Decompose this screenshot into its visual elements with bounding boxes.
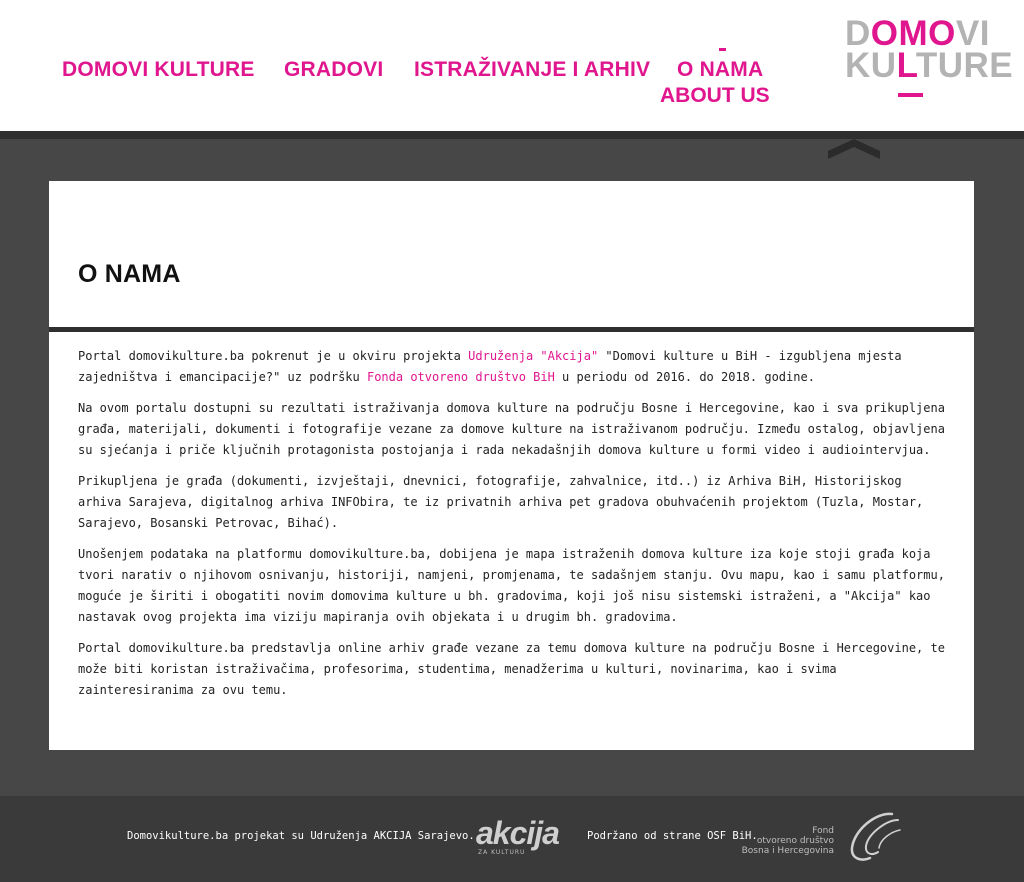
nav-about-us[interactable]: ABOUT US [660, 84, 770, 107]
nav-o-nama[interactable]: O NAMA [677, 58, 764, 81]
akcija-logo[interactable] [476, 817, 564, 857]
osf-logo-text: Fond otvoreno društvo Bosna i Hercegovina [741, 826, 834, 856]
chevron-up-icon [828, 139, 880, 159]
site-logo[interactable] [845, 14, 1014, 100]
content-card [49, 332, 974, 750]
paragraph-map: Unošenjem podataka na platformu domovikulture.ba, dobijena je mapa istraženih domova kulture iza koje stoji građa koja tvori narativ o njihovom osnivanju, historiji, namjeni, promjenama, te sadašnjem stanju. Ovu mapu, kao i samu platformu, moguće je širiti i obogatiti novim domovima kulture u bh. gradovima, koji još nisu sistemski istraženi, a "Akcija" kao nastavak ovog projekta ima viziju mapiranja ovih objekata i u drugim bh. gradovima. [78, 547, 945, 624]
osf-swirl-icon [846, 808, 904, 866]
active-nav-indicator [719, 48, 726, 51]
link-udruzenje-akcija[interactable]: Udruženja "Akcija" [468, 349, 599, 363]
logo-bar [898, 93, 923, 97]
paragraph-portal: Na ovom portalu dostupni su rezultati istraživanja domova kulture na području Bosne i Hercegovine, kao i sva prikupljena građa, materijali, dokumenti i fotografije vezane za domove kulture na istraživanom području. Između ostalog, objavljena su sjećanja i priče ključnih protagonista postojanja i rada nekadašnjih domova kulture u formi video i audiointervjua. [78, 401, 945, 457]
scroll-top-button[interactable] [828, 139, 880, 159]
paragraph-intro: Portal domovikulture.ba pokrenut je u okviru projekta Udruženja "Akcija" "Domovi kulture u BiH - izgubljena mjesta zajedništva i emancipacije?" uz podršku Fonda otvoreno društvo BiH u periodu od 2016. do 2018. godine. [78, 349, 902, 384]
paragraph-online-archive: Portal domovikulture.ba predstavlja online arhiv građe vezane za temu domova kulture na području Bosne i Hercegovine, te može biti koristan istraživačima, profesorima, studentima, menadžerima u kulturi, novinarima, kao i svima zainteresiranima za ovu temu. [78, 641, 945, 697]
site-footer [0, 796, 1024, 882]
osf-logo[interactable] [741, 826, 906, 868]
footer-project-text: Domovikulture.ba projekat su Udruženja AKCIJA Sarajevo. [127, 830, 475, 842]
paragraph-archives: Prikupljena je građa (dokumenti, izvještaji, dnevnici, fotografije, zahvalnice, itd..) iz Arhiva BiH, Historijskog arhiva Sarajeva, digitalnog arhiva INFObira, te iz privatnih arhiva pet gradova obuhvaćenih projektom (Tuzla, Mostar, Sarajevo, Bosanski Petrovac, Bihać). [78, 474, 924, 530]
page-header-card [49, 181, 974, 327]
footer-support-text: Podržano od strane OSF BiH. [587, 830, 758, 842]
nav-istrazivanje-i-arhiv[interactable]: ISTRAŽIVANJE I ARHIV [414, 58, 651, 81]
akcija-wordmark: akcija [476, 815, 559, 851]
page-title: O NAMA [78, 260, 181, 288]
logo-line-1: DOMOVI [845, 14, 990, 53]
akcija-tagline: ZA KULTURU [478, 849, 526, 856]
site-header [0, 0, 1024, 131]
logo-line-2: KULTURE [845, 46, 1014, 85]
nav-gradovi[interactable]: GRADOVI [284, 58, 384, 81]
header-divider [0, 131, 1024, 139]
about-content [78, 346, 946, 711]
nav-domovi-kulture[interactable]: DOMOVI KULTURE [62, 58, 255, 81]
link-fond-otvoreno-drustvo[interactable]: Fonda otvoreno društvo BiH [366, 370, 555, 384]
